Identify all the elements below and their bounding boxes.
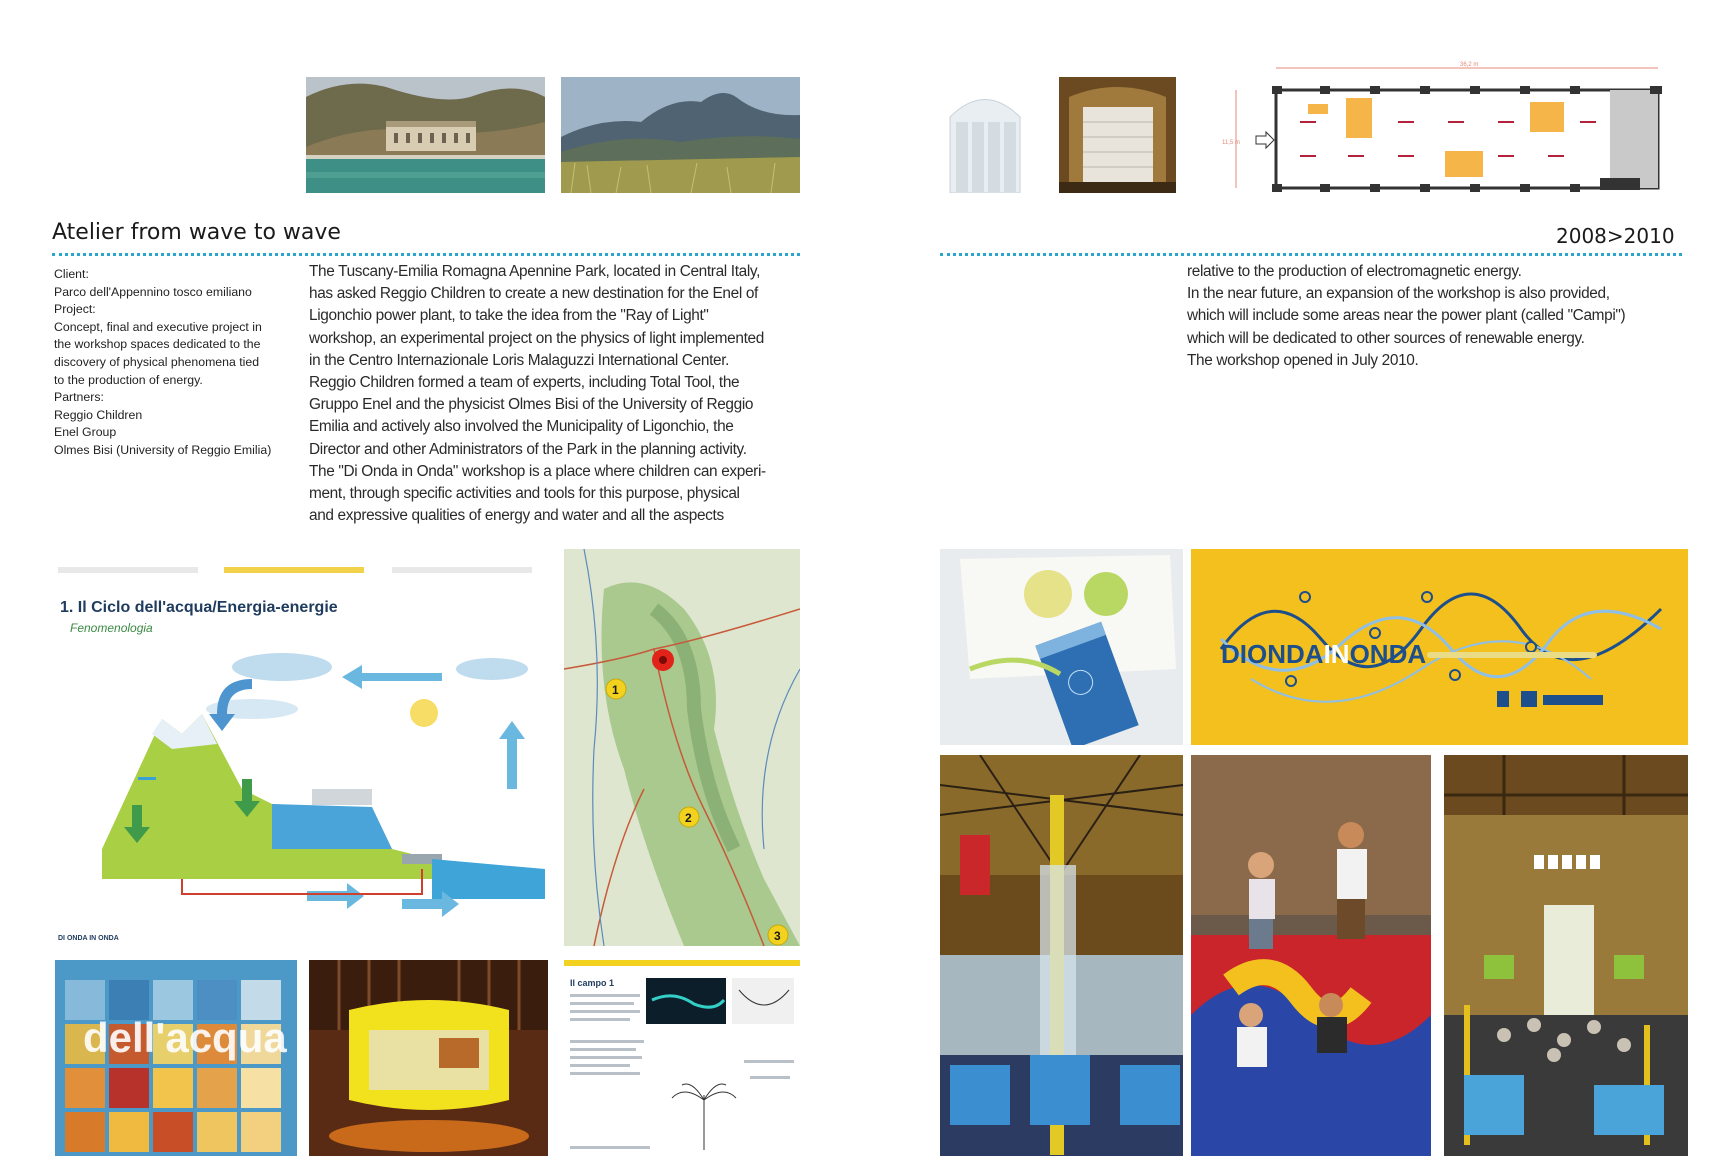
body-line: The Tuscany-Emilia Romagna Apennine Park, located in Central Italy, — [309, 263, 761, 280]
map-marker-label: 3 — [774, 929, 781, 943]
body-line: relative to the production of electromagnetic energy. — [1187, 263, 1522, 280]
body-line: Ligonchio power plant, to take the idea from the "Ray of Light" — [309, 307, 709, 325]
diagram-subheading: Fenomenologia — [70, 621, 153, 635]
meta-line: Parco dell'Appennino tosco emiliano — [54, 284, 252, 299]
body-line: The workshop opened in July 2010. — [1187, 351, 1419, 369]
map-marker-label: 2 — [685, 811, 692, 825]
body-line: and expressive qualities of energy and water and all the aspects — [309, 507, 724, 525]
body-line: Director and other Administrators of the Park in the planning activity. — [309, 440, 747, 458]
body-text-right — [1187, 261, 1682, 372]
body-line: ment, through specific activities and tools for this purpose, physical — [309, 485, 740, 503]
date-range: 2008>2010 — [1556, 224, 1675, 248]
body-text-left — [309, 261, 804, 527]
meta-line: to the production of energy. — [54, 372, 203, 387]
logo-word-in: IN — [1323, 639, 1350, 669]
meta-line: Project: — [54, 302, 96, 317]
power-plant-lake-photo — [306, 77, 545, 193]
meta-line: the workshop spaces dedicated to the — [54, 337, 261, 352]
svg-text:36,2 m: 36,2 m — [1460, 62, 1479, 68]
body-line: In the near future, an expansion of the workshop is also provided, — [1187, 285, 1610, 303]
meta-line: Olmes Bisi (University of Reggio Emilia) — [54, 442, 272, 457]
body-line: workshop, an experimental project on the physics of light implemented — [309, 329, 764, 347]
meta-line: Enel Group — [54, 425, 117, 440]
di-onda-in-onda-logo — [1191, 549, 1688, 745]
meta-line: Client: — [54, 267, 89, 281]
hall-interior-photo — [1059, 77, 1176, 193]
svg-text:11,5 m: 11,5 m — [1222, 140, 1240, 146]
hall-visitors-photo — [1444, 755, 1688, 1156]
diagram-heading: 1. Il Ciclo dell'acqua/Energia-energie — [60, 599, 338, 616]
brochure-photo — [940, 549, 1183, 745]
children-playing-photo — [1191, 755, 1431, 1156]
diagram-footer: DI ONDA IN ONDA — [58, 935, 119, 942]
body-line: The "Di Onda in Onda" workshop is a place where children can experi- — [309, 462, 766, 480]
hall-column-photo — [940, 755, 1183, 1156]
body-line: Reggio Children formed a team of experts, including Total Tool, the — [309, 374, 740, 392]
body-line: has asked Reggio Children to create a new destination for the Enel of — [309, 285, 758, 303]
logo-word-dionda: DIONDA — [1221, 639, 1324, 669]
mountain-landscape-photo — [561, 77, 800, 193]
meta-line: Concept, final and executive project in — [54, 319, 262, 334]
sheet-heading: Il campo 1 — [570, 978, 615, 988]
body-line: which will be dedicated to other sources of renewable energy. — [1187, 329, 1585, 347]
panel-word: dell'acqua — [83, 1014, 287, 1061]
left-divider — [52, 253, 800, 256]
area-map — [564, 549, 800, 946]
building-rendering-image — [940, 77, 1030, 193]
body-line: Emilia and actively also involved the Municipality of Ligonchio, the — [309, 418, 734, 436]
logo-word-onda: ONDA — [1349, 639, 1427, 669]
right-divider — [940, 253, 1682, 256]
info-sheet-image — [564, 960, 800, 1156]
meta-line: Partners: — [54, 390, 104, 405]
project-meta — [54, 266, 284, 460]
water-cycle-diagram — [52, 549, 545, 946]
page-title: Atelier from wave to wave — [52, 220, 341, 245]
meta-line: Reggio Children — [54, 407, 143, 422]
body-line: in the Centro Internazionale Loris Malaguzzi International Center. — [309, 351, 730, 369]
meta-line: discovery of physical phenomena tied — [54, 354, 260, 369]
svg-text:DIONDAINONDA — [1221, 639, 1426, 669]
body-line: Gruppo Enel and the physicist Olmes Bisi of the University of Reggio — [309, 396, 754, 414]
floor-plan-drawing — [1220, 56, 1670, 196]
water-panel-photo — [55, 960, 297, 1156]
map-marker-label: 1 — [612, 683, 619, 697]
yellow-installation-photo — [309, 960, 548, 1156]
body-line: which will include some areas near the power plant (called "Campi") — [1187, 307, 1626, 325]
